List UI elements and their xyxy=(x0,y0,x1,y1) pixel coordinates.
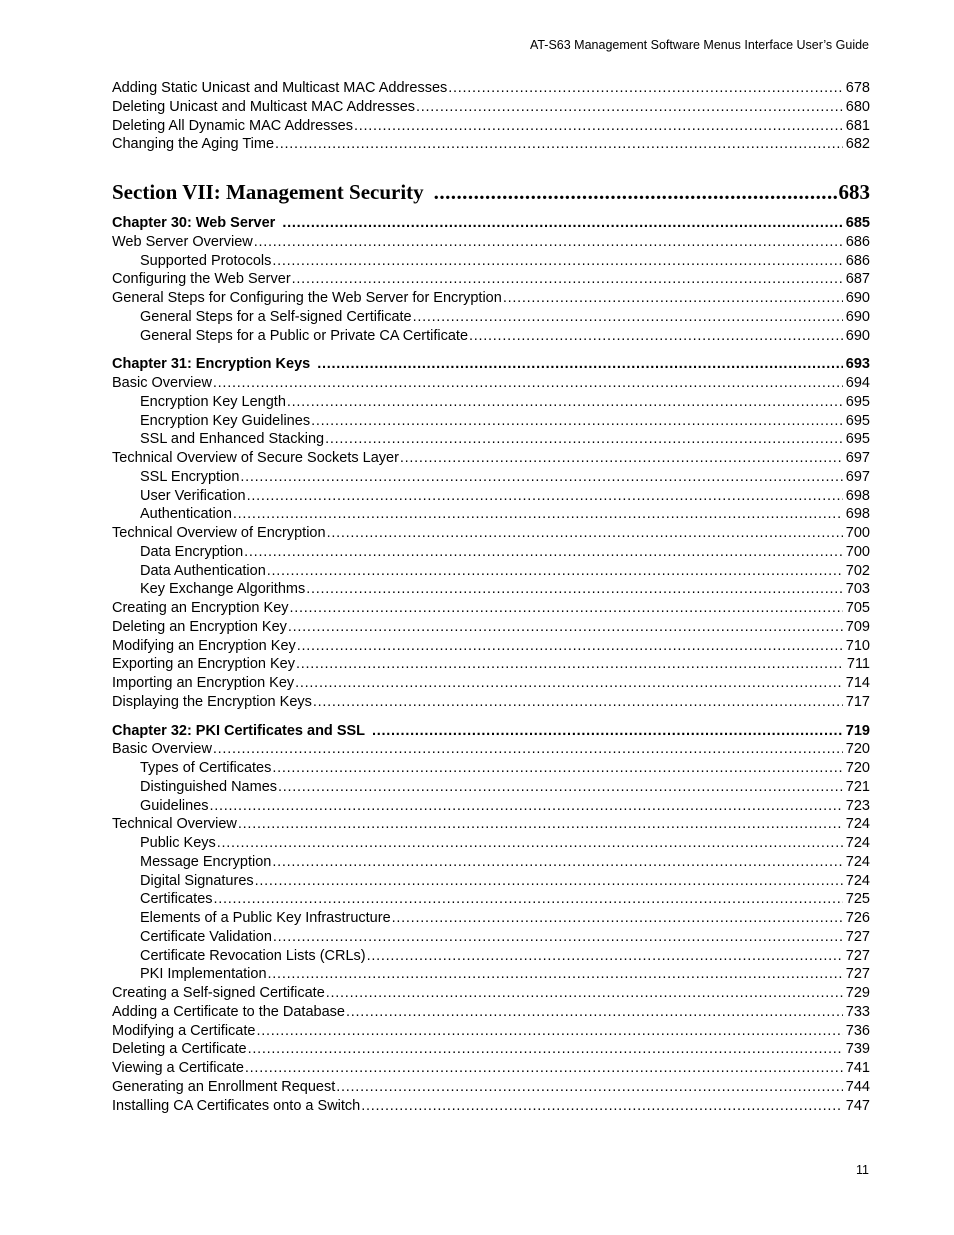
dot-leader xyxy=(296,655,844,674)
toc-entry[interactable] xyxy=(112,693,870,712)
dot-leader xyxy=(295,674,843,693)
toc-entry-title: Adding Static Unicast and Multicast MAC Addresses xyxy=(112,80,448,96)
toc-entry[interactable] xyxy=(112,524,870,543)
toc-entry-title: Data Encryption xyxy=(140,543,244,560)
toc-entry[interactable] xyxy=(112,599,870,618)
toc-entry-title: General Steps for a Public or Private CA Certificate xyxy=(140,327,469,344)
toc-entry[interactable] xyxy=(112,374,870,393)
running-header: AT-S63 Management Software Menus Interface User’s Guide xyxy=(529,38,869,52)
toc-entry-title: Creating an Encryption Key xyxy=(112,600,289,616)
toc-entry-page: 736 xyxy=(845,1022,870,1039)
toc-entry-page: 717 xyxy=(845,693,870,710)
toc-entry[interactable] xyxy=(112,674,870,693)
toc-entry-page: 744 xyxy=(845,1078,870,1095)
toc-entry[interactable] xyxy=(112,1097,870,1116)
toc-entry-title: Generating an Enrollment Request xyxy=(112,1078,336,1095)
dot-leader xyxy=(416,98,843,117)
toc-entry-title: Deleting an Encryption Key xyxy=(112,618,287,635)
toc-subentry[interactable] xyxy=(112,928,870,947)
toc-entry-page: 702 xyxy=(845,562,870,579)
chapter-page: 719 xyxy=(845,722,870,739)
toc-entry-page: 723 xyxy=(845,797,870,814)
dot-leader xyxy=(327,524,843,543)
toc-entry-title: Changing the Aging Time xyxy=(112,136,275,153)
toc-entry-page: 700 xyxy=(845,525,870,541)
dot-leader xyxy=(361,1097,843,1116)
toc-subentry[interactable] xyxy=(112,872,870,891)
toc-entry[interactable] xyxy=(112,117,870,136)
toc-subentry[interactable] xyxy=(112,759,870,778)
dot-leader xyxy=(255,872,843,891)
dot-leader xyxy=(317,355,843,374)
toc-subentry[interactable] xyxy=(112,562,870,581)
toc-entry-title: Importing an Encryption Key xyxy=(112,675,295,691)
toc-entry-title: Digital Signatures xyxy=(140,872,254,889)
dot-leader xyxy=(275,135,843,154)
toc-entry-title: Guidelines xyxy=(140,797,209,814)
toc-subentry[interactable] xyxy=(112,393,870,412)
chapter-heading[interactable] xyxy=(112,722,870,741)
toc-entry-page: 724 xyxy=(845,872,870,889)
dot-leader xyxy=(313,693,843,712)
dot-leader xyxy=(217,834,843,853)
toc-entry-page: 727 xyxy=(845,966,870,983)
dot-leader xyxy=(367,947,843,966)
toc-entry-title: Key Exchange Algorithms xyxy=(140,581,306,598)
dot-leader xyxy=(256,1022,842,1041)
toc-entry[interactable] xyxy=(112,984,870,1003)
toc-entry-title: Distinguished Names xyxy=(140,778,278,795)
toc-entry-title: Basic Overview xyxy=(112,741,212,758)
toc-entry[interactable] xyxy=(112,135,870,154)
toc-entry[interactable] xyxy=(112,79,870,98)
toc-entry[interactable] xyxy=(112,618,870,637)
toc-entry-page: 700 xyxy=(845,543,870,560)
toc-subentry[interactable] xyxy=(112,580,870,599)
dot-leader xyxy=(213,740,843,759)
toc-entry[interactable] xyxy=(112,740,870,759)
toc-entry-page: 721 xyxy=(845,778,870,795)
dot-leader xyxy=(336,1078,843,1097)
toc-subentry[interactable] xyxy=(112,947,870,966)
toc-entry-title: Deleting Unicast and Multicast MAC Addresses xyxy=(112,98,416,115)
toc-entry-page: 680 xyxy=(845,98,870,115)
toc-entry-page: 733 xyxy=(845,1003,870,1020)
toc-entry-page: 698 xyxy=(845,487,870,504)
toc-entry-page: 697 xyxy=(845,468,870,485)
toc-entry[interactable] xyxy=(112,270,870,289)
toc-entry-page: 711 xyxy=(846,656,870,673)
toc-entry[interactable] xyxy=(112,1022,870,1041)
toc-entry-title: Certificate Validation xyxy=(140,928,272,945)
toc-entry-title: Deleting a Certificate xyxy=(112,1041,247,1058)
chapter-title: Chapter 31: Encryption Keys xyxy=(112,356,311,373)
toc-entry-title: General Steps for Configuring the Web Server for Encryption xyxy=(112,290,502,306)
toc-entry-title: Authentication xyxy=(140,506,232,523)
dot-leader xyxy=(290,599,843,618)
toc-entry-page: 695 xyxy=(845,393,870,410)
toc-entry-title: Encryption Key Guidelines xyxy=(140,412,311,429)
dot-leader xyxy=(297,637,843,656)
dot-leader xyxy=(244,543,843,562)
dot-leader xyxy=(233,505,843,524)
toc-subentry[interactable] xyxy=(112,909,870,928)
toc-entry-page: 682 xyxy=(845,136,870,153)
dot-leader xyxy=(267,562,843,581)
toc-subentry[interactable] xyxy=(112,965,870,984)
toc-entry-page: 703 xyxy=(845,581,870,598)
toc-entry-page: 741 xyxy=(845,1060,870,1076)
toc-subentry[interactable] xyxy=(112,308,870,327)
toc-subentry[interactable] xyxy=(112,834,870,853)
dot-leader xyxy=(238,815,843,834)
chapter-title: Chapter 32: PKI Certificates and SSL xyxy=(112,722,366,739)
dot-leader xyxy=(254,233,843,252)
toc-entry-title: Supported Protocols xyxy=(140,252,272,269)
toc-entry-title: Certificates xyxy=(140,891,213,908)
toc-entry-page: 698 xyxy=(845,506,870,523)
toc-entry-page: 724 xyxy=(845,835,870,851)
toc-entry-page: 695 xyxy=(845,431,870,448)
toc-entry-title: PKI Implementation xyxy=(140,966,267,983)
toc-entry[interactable] xyxy=(112,1040,870,1059)
toc-subentry[interactable] xyxy=(112,890,870,909)
toc-entry-title: Data Authentication xyxy=(140,562,266,579)
toc-entry-page: 729 xyxy=(845,985,870,1001)
toc-entry[interactable] xyxy=(112,449,870,468)
toc-subentry[interactable] xyxy=(112,412,870,431)
toc-entry-title: Technical Overview of Encryption xyxy=(112,525,326,541)
toc-entry-page: 697 xyxy=(845,450,870,466)
toc-entry[interactable] xyxy=(112,1059,870,1078)
section-title: Section VII: Management Security xyxy=(112,180,424,204)
dot-leader xyxy=(214,890,843,909)
toc-entry-page: 709 xyxy=(845,618,870,635)
toc-entry-title: Modifying a Certificate xyxy=(112,1022,256,1039)
toc-entry-title: Types of Certificates xyxy=(140,760,272,776)
toc-subentry[interactable] xyxy=(112,252,870,271)
toc-entry-title: Encryption Key Length xyxy=(140,393,286,410)
toc-entry[interactable] xyxy=(112,289,870,308)
toc-entry-page: 705 xyxy=(845,600,870,616)
toc-entry-title: Certificate Revocation Lists (CRLs) xyxy=(140,947,366,964)
dot-leader xyxy=(240,468,842,487)
chapter-heading[interactable] xyxy=(112,355,870,374)
section-page: 683 xyxy=(838,180,870,204)
toc-subentry[interactable] xyxy=(112,468,870,487)
toc-entry[interactable] xyxy=(112,98,870,117)
toc-entry-title: Elements of a Public Key Infrastructure xyxy=(140,910,391,926)
dot-leader xyxy=(248,1040,843,1059)
toc-entry-title: Installing CA Certificates onto a Switch xyxy=(112,1097,361,1114)
toc-entry-page: 724 xyxy=(845,816,870,833)
toc-entry[interactable] xyxy=(112,1003,870,1022)
toc-entry[interactable] xyxy=(112,637,870,656)
toc-entry-page: 686 xyxy=(845,233,870,250)
toc-entry-page: 725 xyxy=(845,891,870,908)
dot-leader xyxy=(272,252,842,271)
toc-entry-page: 727 xyxy=(845,928,870,945)
dot-leader xyxy=(469,327,843,346)
dot-leader xyxy=(354,117,843,136)
toc-entry-title: Displaying the Encryption Keys xyxy=(112,693,312,710)
toc-entry-title: Modifying an Encryption Key xyxy=(112,637,296,654)
chapter-title: Chapter 30: Web Server xyxy=(112,215,276,231)
chapter-page: 685 xyxy=(845,215,870,231)
toc-entry-title: Configuring the Web Server xyxy=(112,271,291,288)
toc-entry-title: Deleting All Dynamic MAC Addresses xyxy=(112,117,353,134)
toc-subentry[interactable] xyxy=(112,778,870,797)
toc-entry-title: Viewing a Certificate xyxy=(112,1060,244,1076)
toc-entry-title: Public Keys xyxy=(140,835,216,851)
dot-leader xyxy=(413,308,843,327)
toc-entry-page: 694 xyxy=(845,375,870,391)
toc-entry-title: Technical Overview of Secure Sockets Layer xyxy=(112,450,399,466)
toc-entry-title: Technical Overview xyxy=(112,816,237,833)
toc-entry-page: 720 xyxy=(845,741,870,758)
dot-leader xyxy=(287,393,843,412)
dot-leader xyxy=(245,1059,843,1078)
toc-entry[interactable] xyxy=(112,815,870,834)
chapter-page: 693 xyxy=(845,356,870,373)
toc-subentry[interactable] xyxy=(112,797,870,816)
toc-entry-page: 690 xyxy=(845,290,870,306)
toc-entry-page: 726 xyxy=(845,910,870,926)
dot-leader xyxy=(273,928,843,947)
section-heading[interactable] xyxy=(112,180,870,204)
dot-leader xyxy=(213,374,843,393)
toc-entry-title: Adding a Certificate to the Database xyxy=(112,1003,345,1020)
dot-leader xyxy=(448,79,843,98)
dot-leader xyxy=(306,580,843,599)
dot-leader xyxy=(278,778,843,797)
dot-leader xyxy=(326,984,843,1003)
dot-leader xyxy=(288,618,843,637)
dot-leader xyxy=(272,853,842,872)
toc-entry-title: Creating a Self-signed Certificate xyxy=(112,985,325,1001)
dot-leader xyxy=(372,722,843,741)
toc-subentry[interactable] xyxy=(112,487,870,506)
toc-entry-page: 720 xyxy=(845,760,870,776)
toc-entry-title: Exporting an Encryption Key xyxy=(112,656,295,673)
toc-subentry[interactable] xyxy=(112,543,870,562)
toc-entry-title: Message Encryption xyxy=(140,853,272,870)
toc-entry-page: 686 xyxy=(845,252,870,269)
toc-entry-page: 724 xyxy=(845,853,870,870)
toc-subentry[interactable] xyxy=(112,327,870,346)
dot-leader xyxy=(392,909,843,928)
toc-entry-page: 727 xyxy=(845,947,870,964)
toc-entry-title: Basic Overview xyxy=(112,375,212,391)
toc-entry[interactable] xyxy=(112,233,870,252)
toc-entry-page: 714 xyxy=(845,675,870,691)
toc-subentry[interactable] xyxy=(112,853,870,872)
toc-entry-page: 739 xyxy=(845,1041,870,1058)
dot-leader xyxy=(400,449,843,468)
toc-entry[interactable] xyxy=(112,655,870,674)
table-of-contents xyxy=(112,79,870,1115)
page-number: 11 xyxy=(856,1163,869,1177)
dot-leader xyxy=(346,1003,843,1022)
toc-entry-page: 747 xyxy=(845,1097,870,1114)
chapter-heading[interactable] xyxy=(112,214,870,233)
toc-entry-page: 681 xyxy=(845,117,870,134)
dot-leader xyxy=(272,759,842,778)
dot-leader xyxy=(325,430,843,449)
dot-leader xyxy=(282,214,842,233)
dot-leader xyxy=(311,412,843,431)
toc-entry-title: SSL and Enhanced Stacking xyxy=(140,431,325,448)
toc-entry-title: SSL Encryption xyxy=(140,468,240,485)
dot-leader xyxy=(247,487,843,506)
toc-subentry[interactable] xyxy=(112,505,870,524)
toc-entry-page: 710 xyxy=(845,637,870,654)
toc-entry-page: 678 xyxy=(845,80,870,96)
toc-entry-page: 690 xyxy=(845,308,870,325)
toc-subentry[interactable] xyxy=(112,430,870,449)
toc-entry-page: 687 xyxy=(845,271,870,288)
toc-entry-page: 690 xyxy=(845,327,870,344)
toc-entry-title: User Verification xyxy=(140,487,246,504)
dot-leader xyxy=(503,289,843,308)
dot-leader xyxy=(268,965,843,984)
dot-leader xyxy=(434,180,837,204)
toc-entry-title: Web Server Overview xyxy=(112,233,253,250)
dot-leader xyxy=(292,270,843,289)
toc-entry[interactable] xyxy=(112,1078,870,1097)
toc-entry-title: General Steps for a Self-signed Certificate xyxy=(140,308,412,325)
toc-entry-page: 695 xyxy=(845,412,870,429)
dot-leader xyxy=(210,797,843,816)
